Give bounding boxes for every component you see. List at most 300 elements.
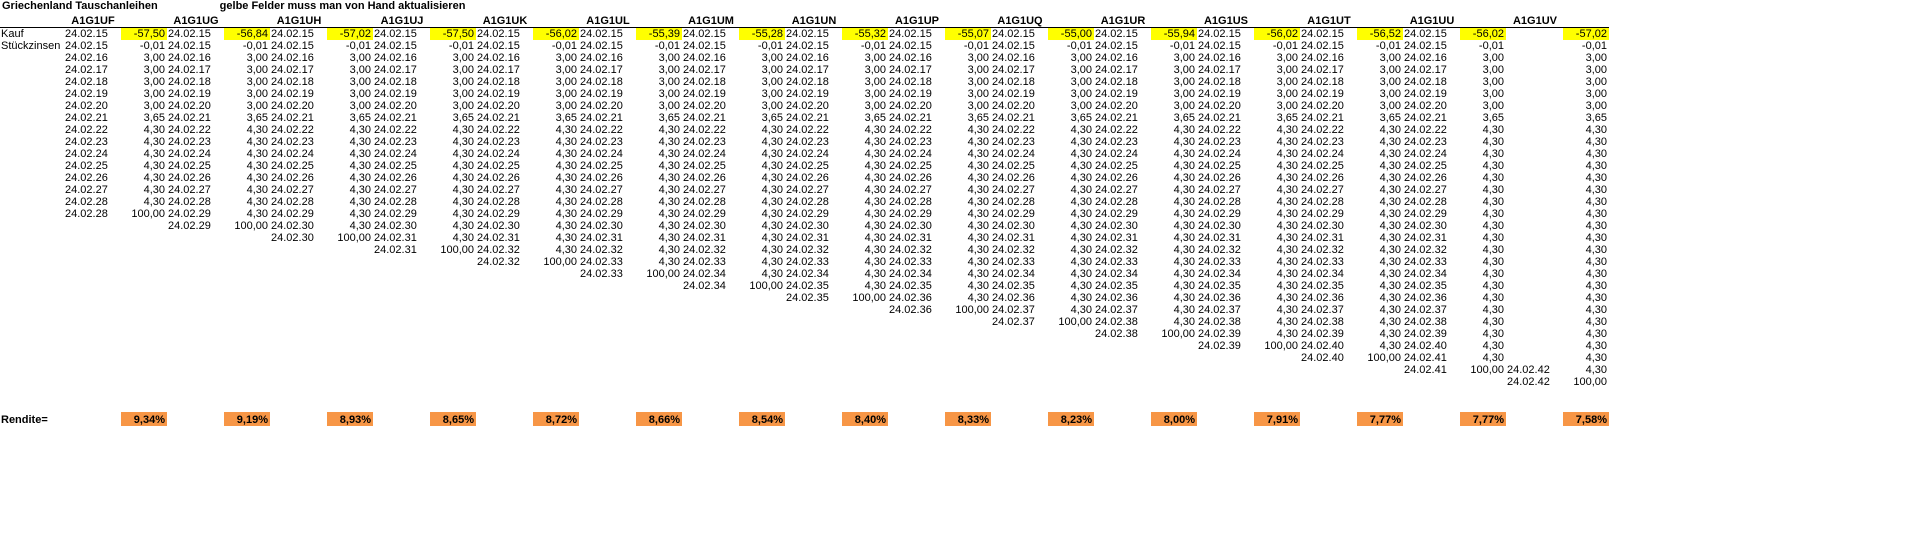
- cell-flow-value[interactable]: 3,00: [1585, 52, 1607, 64]
- cell-flow-date[interactable]: [1506, 160, 1563, 172]
- cell-flow-value[interactable]: 4,30: [1070, 136, 1092, 148]
- cell-flow-date[interactable]: 24.02.18: [65, 76, 108, 88]
- cell-flow-value[interactable]: 3,00: [349, 88, 371, 100]
- cell-flow-date[interactable]: 24.02.25: [1301, 160, 1344, 172]
- cell-flow-date[interactable]: 24.02.21: [168, 112, 211, 124]
- cell-flow-date[interactable]: 24.02.25: [992, 160, 1035, 172]
- cell-flow-value[interactable]: 4,30: [1585, 304, 1607, 316]
- cell-flow-value[interactable]: 100,00: [749, 280, 783, 292]
- cell-flow-date[interactable]: 24.02.25: [786, 160, 829, 172]
- cell-flow-date[interactable]: 24.02.31: [374, 244, 417, 256]
- cell-flow-value[interactable]: 4,30: [1379, 148, 1401, 160]
- cell-flow-date[interactable]: 24.02.39: [1301, 328, 1344, 340]
- cell-flow-date[interactable]: 24.02.38: [1095, 328, 1138, 340]
- cell-flow-date[interactable]: 24.02.29: [1404, 208, 1447, 220]
- cell-flow-date[interactable]: 24.02.21: [889, 112, 932, 124]
- cell-flow-date[interactable]: 24.02.27: [889, 184, 932, 196]
- cell-flow-value[interactable]: 3,00: [1585, 88, 1607, 100]
- cell-flow-date[interactable]: [1506, 136, 1563, 148]
- cell-flow-value[interactable]: 4,30: [1482, 304, 1504, 316]
- cell-flow-value[interactable]: 3,00: [1379, 88, 1401, 100]
- cell-flow-value[interactable]: 3,00: [1276, 100, 1298, 112]
- cell-flow-date[interactable]: 24.02.28: [1095, 196, 1138, 208]
- cell-flow-value[interactable]: 4,30: [452, 124, 474, 136]
- cell-flow-value[interactable]: 4,30: [143, 136, 165, 148]
- cell-flow-date[interactable]: 24.02.35: [1095, 280, 1138, 292]
- cell-flow-value[interactable]: 4,30: [1173, 160, 1195, 172]
- cell-flow-date[interactable]: 24.02.21: [374, 112, 417, 124]
- cell-flow-value[interactable]: 4,30: [1276, 184, 1298, 196]
- cell-flow-value[interactable]: 3,00: [452, 100, 474, 112]
- cell-flow-date[interactable]: 24.02.26: [683, 172, 726, 184]
- cell-flow-value[interactable]: 4,30: [1482, 292, 1504, 304]
- cell-flow-value[interactable]: 4,30: [1585, 340, 1607, 352]
- cell-flow-date[interactable]: 24.02.29: [477, 208, 520, 220]
- cell-flow-date[interactable]: 24.02.31: [1404, 232, 1447, 244]
- cell-flow-value[interactable]: 3,00: [555, 64, 577, 76]
- cell-flow-date[interactable]: 24.02.29: [168, 220, 211, 232]
- cell-kauf-value[interactable]: -55,07: [945, 28, 991, 41]
- cell-flow-date[interactable]: 24.02.19: [1301, 88, 1344, 100]
- cell-flow-value[interactable]: 4,30: [1173, 232, 1195, 244]
- column-header-isin-A1G1UU[interactable]: A1G1UU: [1403, 13, 1460, 28]
- cell-flow-date[interactable]: 24.02.31: [477, 232, 520, 244]
- cell-sz-date[interactable]: [1506, 40, 1563, 52]
- cell-flow-value[interactable]: 4,30: [1585, 232, 1607, 244]
- cell-flow-date[interactable]: 24.02.33: [580, 256, 623, 268]
- cell-flow-value[interactable]: 4,30: [967, 148, 989, 160]
- cell-flow-value[interactable]: 4,30: [1585, 292, 1607, 304]
- cell-flow-value[interactable]: 4,30: [452, 184, 474, 196]
- cell-kauf-date[interactable]: 24.02.15: [1095, 28, 1138, 40]
- cell-flow-date[interactable]: 24.02.25: [374, 160, 417, 172]
- cell-flow-value[interactable]: 4,30: [1482, 196, 1504, 208]
- column-header-isin-A1G1UR[interactable]: A1G1UR: [1094, 13, 1151, 28]
- cell-flow-date[interactable]: 24.02.23: [374, 136, 417, 148]
- cell-flow-value[interactable]: 3,65: [143, 112, 165, 124]
- cell-flow-date[interactable]: 24.02.42: [1507, 376, 1550, 388]
- cell-flow-value[interactable]: 3,00: [864, 100, 886, 112]
- cell-flow-value[interactable]: 4,30: [761, 220, 783, 232]
- cell-flow-value[interactable]: 4,30: [349, 124, 371, 136]
- cell-flow-date[interactable]: 24.02.22: [580, 124, 623, 136]
- cell-flow-date[interactable]: 24.02.29: [992, 208, 1035, 220]
- cell-flow-date[interactable]: 24.02.35: [786, 292, 829, 304]
- cell-flow-value[interactable]: 3,00: [1482, 100, 1504, 112]
- cell-flow-date[interactable]: 24.02.19: [65, 88, 108, 100]
- cell-flow-date[interactable]: 24.02.20: [889, 100, 932, 112]
- cell-flow-date[interactable]: [1506, 88, 1563, 100]
- cell-flow-date[interactable]: 24.02.35: [1404, 280, 1447, 292]
- cell-flow-value[interactable]: 4,30: [1379, 340, 1401, 352]
- cell-flow-value[interactable]: 4,30: [452, 232, 474, 244]
- cell-sz-value[interactable]: -0,01: [860, 40, 886, 52]
- cell-flow-date[interactable]: 24.02.17: [168, 64, 211, 76]
- cell-flow-date[interactable]: 24.02.28: [65, 196, 108, 208]
- cell-kauf-date[interactable]: 24.02.15: [477, 28, 520, 40]
- column-header-isin-A1G1UN[interactable]: A1G1UN: [785, 13, 842, 28]
- cell-flow-value[interactable]: 4,30: [864, 220, 886, 232]
- cell-flow-value[interactable]: 4,30: [1379, 304, 1401, 316]
- cell-flow-value[interactable]: 4,30: [761, 136, 783, 148]
- cell-flow-date[interactable]: 24.02.18: [477, 76, 520, 88]
- cell-flow-value[interactable]: 4,30: [1276, 256, 1298, 268]
- cell-flow-value[interactable]: 3,65: [1276, 112, 1298, 124]
- cell-flow-value[interactable]: 3,00: [555, 52, 577, 64]
- cell-flow-value[interactable]: 3,00: [761, 100, 783, 112]
- cell-flow-date[interactable]: 24.02.23: [168, 136, 211, 148]
- cell-flow-date[interactable]: [1506, 328, 1563, 340]
- cell-flow-value[interactable]: 4,30: [1173, 280, 1195, 292]
- cell-flow-date[interactable]: 24.02.30: [683, 220, 726, 232]
- cell-flow-date[interactable]: 24.02.19: [374, 88, 417, 100]
- cell-sz-date[interactable]: 24.02.15: [1301, 40, 1344, 52]
- cell-flow-date[interactable]: 24.02.39: [1198, 328, 1241, 340]
- cell-flow-value[interactable]: 3,00: [864, 88, 886, 100]
- cell-flow-value[interactable]: 4,30: [761, 232, 783, 244]
- cell-rendite-value[interactable]: 9,34%: [121, 412, 167, 426]
- cell-flow-date[interactable]: 24.02.29: [1198, 208, 1241, 220]
- cell-flow-value[interactable]: 4,30: [761, 172, 783, 184]
- column-header-isin-A1G1UT[interactable]: A1G1UT: [1300, 13, 1357, 28]
- cell-flow-date[interactable]: 24.02.36: [1198, 292, 1241, 304]
- cell-flow-date[interactable]: 24.02.23: [683, 136, 726, 148]
- cell-flow-date[interactable]: 24.02.21: [1095, 112, 1138, 124]
- cell-flow-date[interactable]: 24.02.28: [1404, 196, 1447, 208]
- cell-flow-value[interactable]: 3,00: [349, 52, 371, 64]
- cell-flow-date[interactable]: 24.02.25: [168, 160, 211, 172]
- cell-flow-value[interactable]: 4,30: [1379, 160, 1401, 172]
- cell-flow-value[interactable]: 3,00: [1379, 76, 1401, 88]
- cell-flow-value[interactable]: 4,30: [967, 196, 989, 208]
- cell-flow-value[interactable]: 3,00: [1070, 52, 1092, 64]
- cell-flow-value[interactable]: 3,00: [1482, 88, 1504, 100]
- cell-kauf-value[interactable]: -57,02: [1563, 28, 1609, 41]
- cell-kauf-value[interactable]: -57,50: [430, 28, 476, 41]
- cell-flow-date[interactable]: 24.02.29: [580, 208, 623, 220]
- cell-sz-date[interactable]: 24.02.15: [1198, 40, 1241, 52]
- cell-flow-date[interactable]: 24.02.16: [271, 52, 314, 64]
- cell-flow-value[interactable]: 3,65: [1173, 112, 1195, 124]
- cell-flow-date[interactable]: 24.02.23: [992, 136, 1035, 148]
- cell-flow-date[interactable]: 24.02.30: [271, 220, 314, 232]
- cell-flow-date[interactable]: 24.02.32: [889, 244, 932, 256]
- cell-flow-value[interactable]: 4,30: [452, 160, 474, 172]
- cell-sz-value[interactable]: -0,01: [242, 40, 268, 52]
- cell-flow-value[interactable]: 100,00: [1470, 364, 1504, 376]
- cell-flow-date[interactable]: 24.02.17: [1198, 64, 1241, 76]
- cell-flow-value[interactable]: 4,30: [1173, 316, 1195, 328]
- cell-flow-date[interactable]: 24.02.16: [889, 52, 932, 64]
- cell-flow-date[interactable]: 24.02.17: [65, 64, 108, 76]
- cell-flow-value[interactable]: 4,30: [1585, 316, 1607, 328]
- cell-flow-date[interactable]: 24.02.17: [786, 64, 829, 76]
- cell-flow-value[interactable]: 4,30: [1379, 280, 1401, 292]
- cell-flow-date[interactable]: 24.02.35: [889, 280, 932, 292]
- cell-flow-date[interactable]: 24.02.36: [1404, 292, 1447, 304]
- cell-flow-value[interactable]: 100,00: [1058, 316, 1092, 328]
- cell-flow-date[interactable]: 24.02.34: [683, 280, 726, 292]
- cell-flow-date[interactable]: 24.02.17: [374, 64, 417, 76]
- cell-kauf-value[interactable]: -56,02: [1460, 28, 1506, 41]
- cell-flow-value[interactable]: 4,30: [555, 232, 577, 244]
- cell-flow-date[interactable]: 24.02.20: [1404, 100, 1447, 112]
- cell-flow-value[interactable]: 3,00: [967, 88, 989, 100]
- cell-flow-date[interactable]: 24.02.33: [992, 256, 1035, 268]
- cell-kauf-value[interactable]: -57,02: [327, 28, 373, 41]
- cell-flow-date[interactable]: 24.02.37: [1198, 304, 1241, 316]
- cell-flow-date[interactable]: 24.02.18: [374, 76, 417, 88]
- cell-flow-date[interactable]: 24.02.31: [1198, 232, 1241, 244]
- cell-flow-date[interactable]: 24.02.27: [65, 184, 108, 196]
- cell-flow-date[interactable]: 24.02.22: [1404, 124, 1447, 136]
- cell-flow-date[interactable]: 24.02.34: [992, 268, 1035, 280]
- cell-flow-value[interactable]: 3,65: [761, 112, 783, 124]
- cell-flow-value[interactable]: 4,30: [1482, 160, 1504, 172]
- cell-flow-date[interactable]: 24.02.20: [992, 100, 1035, 112]
- cell-flow-value[interactable]: 3,00: [658, 88, 680, 100]
- cell-flow-date[interactable]: 24.02.26: [1198, 172, 1241, 184]
- cell-flow-date[interactable]: 24.02.36: [1095, 292, 1138, 304]
- cell-flow-date[interactable]: 24.02.19: [786, 88, 829, 100]
- cell-flow-date[interactable]: 24.02.28: [683, 196, 726, 208]
- cell-flow-date[interactable]: 24.02.23: [1404, 136, 1447, 148]
- cell-flow-value[interactable]: 3,00: [1276, 64, 1298, 76]
- cell-flow-date[interactable]: 24.02.18: [168, 76, 211, 88]
- cell-flow-date[interactable]: 24.02.22: [65, 124, 108, 136]
- cell-sz-date[interactable]: 24.02.15: [580, 40, 623, 52]
- cell-flow-date[interactable]: 24.02.27: [374, 184, 417, 196]
- cell-flow-date[interactable]: 24.02.42: [1507, 364, 1550, 376]
- cell-flow-date[interactable]: 24.02.22: [992, 124, 1035, 136]
- cell-flow-date[interactable]: 24.02.36: [1301, 292, 1344, 304]
- cell-flow-date[interactable]: 24.02.18: [1301, 76, 1344, 88]
- cell-flow-date[interactable]: 24.02.31: [374, 232, 417, 244]
- cell-rendite-value[interactable]: 7,77%: [1460, 412, 1506, 426]
- cell-flow-value[interactable]: 4,30: [1276, 292, 1298, 304]
- cell-flow-value[interactable]: 4,30: [1585, 184, 1607, 196]
- cell-flow-date[interactable]: 24.02.28: [992, 196, 1035, 208]
- cell-flow-date[interactable]: 24.02.19: [889, 88, 932, 100]
- cell-flow-value[interactable]: 4,30: [1482, 232, 1504, 244]
- cell-flow-date[interactable]: 24.02.24: [786, 148, 829, 160]
- cell-flow-date[interactable]: 24.02.41: [1404, 352, 1447, 364]
- cell-flow-date[interactable]: 24.02.19: [477, 88, 520, 100]
- cell-sz-date[interactable]: 24.02.15: [477, 40, 520, 52]
- cell-flow-value[interactable]: 3,00: [143, 100, 165, 112]
- cell-flow-date[interactable]: 24.02.30: [1198, 220, 1241, 232]
- cell-flow-date[interactable]: [1506, 148, 1563, 160]
- cell-flow-date[interactable]: 24.02.32: [580, 244, 623, 256]
- cell-flow-date[interactable]: 24.02.21: [580, 112, 623, 124]
- cell-flow-value[interactable]: 3,00: [452, 76, 474, 88]
- cell-flow-value[interactable]: 3,00: [143, 64, 165, 76]
- cell-flow-date[interactable]: 24.02.16: [65, 52, 108, 64]
- cell-rendite-value[interactable]: 8,00%: [1151, 412, 1197, 426]
- cell-flow-value[interactable]: 4,30: [761, 148, 783, 160]
- cell-flow-value[interactable]: 4,30: [1173, 136, 1195, 148]
- cell-flow-value[interactable]: 4,30: [658, 256, 680, 268]
- cell-flow-date[interactable]: 24.02.31: [580, 232, 623, 244]
- cell-kauf-date[interactable]: 24.02.15: [1404, 28, 1447, 40]
- cell-flow-date[interactable]: 24.02.35: [786, 280, 829, 292]
- cell-flow-value[interactable]: 4,30: [1276, 148, 1298, 160]
- cell-flow-value[interactable]: 4,30: [1482, 148, 1504, 160]
- cell-flow-value[interactable]: 4,30: [967, 232, 989, 244]
- cell-flow-value[interactable]: 3,00: [1070, 76, 1092, 88]
- cell-flow-value[interactable]: 4,30: [864, 196, 886, 208]
- cell-kauf-date[interactable]: 24.02.15: [1301, 28, 1344, 40]
- cell-flow-date[interactable]: 24.02.16: [1198, 52, 1241, 64]
- cell-flow-date[interactable]: 24.02.32: [1095, 244, 1138, 256]
- cell-flow-value[interactable]: 3,00: [246, 100, 268, 112]
- cell-flow-date[interactable]: 24.02.28: [580, 196, 623, 208]
- cell-flow-value[interactable]: 3,65: [1070, 112, 1092, 124]
- cell-flow-value[interactable]: 100,00: [646, 268, 680, 280]
- column-header-isin-A1G1UG[interactable]: A1G1UG: [167, 13, 224, 28]
- cell-flow-date[interactable]: 24.02.37: [1404, 304, 1447, 316]
- cell-flow-value[interactable]: 100,00: [440, 244, 474, 256]
- cell-flow-value[interactable]: 4,30: [1173, 220, 1195, 232]
- cell-sz-date[interactable]: 24.02.15: [786, 40, 829, 52]
- cell-flow-value[interactable]: 4,30: [1482, 208, 1504, 220]
- cell-flow-date[interactable]: 24.02.18: [1404, 76, 1447, 88]
- cell-flow-value[interactable]: 4,30: [1070, 268, 1092, 280]
- cell-flow-date[interactable]: 24.02.23: [1198, 136, 1241, 148]
- cell-sz-value[interactable]: -0,01: [345, 40, 371, 52]
- cell-kauf-date[interactable]: 24.02.15: [1198, 28, 1241, 40]
- cell-flow-value[interactable]: 4,30: [555, 172, 577, 184]
- cell-flow-value[interactable]: 3,00: [761, 76, 783, 88]
- cell-flow-date[interactable]: 24.02.28: [374, 196, 417, 208]
- cell-flow-date[interactable]: 24.02.22: [683, 124, 726, 136]
- cell-flow-value[interactable]: 4,30: [761, 244, 783, 256]
- cell-flow-date[interactable]: 24.02.19: [580, 88, 623, 100]
- cell-kauf-value[interactable]: -55,39: [636, 28, 682, 41]
- cell-flow-value[interactable]: 3,00: [1173, 52, 1195, 64]
- cell-flow-date[interactable]: 24.02.22: [889, 124, 932, 136]
- column-header-isin-A1G1UQ[interactable]: A1G1UQ: [991, 13, 1048, 28]
- cell-flow-value[interactable]: 4,30: [1482, 244, 1504, 256]
- cell-flow-value[interactable]: 4,30: [864, 184, 886, 196]
- cell-kauf-value[interactable]: -56,84: [224, 28, 270, 41]
- cell-flow-value[interactable]: 3,00: [349, 100, 371, 112]
- cell-flow-value[interactable]: 4,30: [1276, 196, 1298, 208]
- cell-flow-value[interactable]: 4,30: [555, 220, 577, 232]
- cell-flow-value[interactable]: 3,00: [555, 88, 577, 100]
- cell-flow-date[interactable]: 24.02.25: [477, 160, 520, 172]
- cell-flow-value[interactable]: 4,30: [143, 196, 165, 208]
- cell-flow-date[interactable]: 24.02.28: [1198, 196, 1241, 208]
- cell-flow-date[interactable]: 24.02.29: [168, 208, 211, 220]
- cell-flow-date[interactable]: [1506, 232, 1563, 244]
- cell-flow-value[interactable]: 4,30: [1379, 208, 1401, 220]
- cell-flow-value[interactable]: 4,30: [1276, 160, 1298, 172]
- cell-kauf-value[interactable]: -56,52: [1357, 28, 1403, 41]
- cell-flow-value[interactable]: 4,30: [349, 160, 371, 172]
- cell-flow-date[interactable]: [1506, 184, 1563, 196]
- cell-rendite-value[interactable]: 8,54%: [739, 412, 785, 426]
- cell-flow-value[interactable]: 3,00: [1379, 100, 1401, 112]
- cell-flow-date[interactable]: 24.02.25: [580, 160, 623, 172]
- cell-flow-date[interactable]: 24.02.22: [271, 124, 314, 136]
- cell-flow-value[interactable]: 4,30: [1070, 232, 1092, 244]
- cell-flow-value[interactable]: 4,30: [452, 136, 474, 148]
- cell-flow-date[interactable]: 24.02.20: [580, 100, 623, 112]
- cell-flow-date[interactable]: 24.02.27: [1198, 184, 1241, 196]
- cell-flow-value[interactable]: 100,00: [955, 304, 989, 316]
- cell-flow-date[interactable]: 24.02.39: [1198, 340, 1241, 352]
- cell-flow-value[interactable]: 4,30: [555, 244, 577, 256]
- cell-flow-value[interactable]: 4,30: [1173, 184, 1195, 196]
- cell-flow-value[interactable]: 100,00: [337, 232, 371, 244]
- cell-kauf-value[interactable]: -55,94: [1151, 28, 1197, 41]
- cell-flow-date[interactable]: 24.02.19: [168, 88, 211, 100]
- cell-flow-date[interactable]: 24.02.20: [1198, 100, 1241, 112]
- cell-kauf-date[interactable]: 24.02.15: [580, 28, 623, 40]
- cell-flow-date[interactable]: 24.02.27: [271, 184, 314, 196]
- cell-flow-value[interactable]: 3,00: [1585, 64, 1607, 76]
- cell-sz-value[interactable]: -0,01: [1478, 40, 1504, 52]
- cell-flow-date[interactable]: 24.02.23: [786, 136, 829, 148]
- cell-flow-date[interactable]: 24.02.30: [992, 220, 1035, 232]
- cell-flow-value[interactable]: 4,30: [555, 124, 577, 136]
- cell-rendite-value[interactable]: 8,65%: [430, 412, 476, 426]
- cell-flow-value[interactable]: 3,65: [349, 112, 371, 124]
- cell-flow-date[interactable]: 24.02.31: [1301, 232, 1344, 244]
- cell-flow-date[interactable]: 24.02.23: [1301, 136, 1344, 148]
- cell-flow-value[interactable]: 4,30: [761, 160, 783, 172]
- cell-flow-value[interactable]: 3,65: [967, 112, 989, 124]
- cell-flow-date[interactable]: 24.02.35: [1198, 280, 1241, 292]
- cell-flow-date[interactable]: 24.02.17: [1404, 64, 1447, 76]
- cell-flow-date[interactable]: 24.02.31: [683, 232, 726, 244]
- cell-flow-date[interactable]: [1506, 316, 1563, 328]
- cell-kauf-date[interactable]: 24.02.15: [992, 28, 1035, 40]
- cell-flow-value[interactable]: 4,30: [658, 124, 680, 136]
- cell-flow-date[interactable]: 24.02.24: [168, 148, 211, 160]
- cell-rendite-value[interactable]: 7,58%: [1563, 412, 1609, 426]
- cell-flow-value[interactable]: 4,30: [658, 208, 680, 220]
- cell-flow-value[interactable]: 4,30: [864, 124, 886, 136]
- cell-flow-date[interactable]: 24.02.31: [992, 232, 1035, 244]
- cell-flow-date[interactable]: 24.02.26: [1095, 172, 1138, 184]
- cell-flow-value[interactable]: 4,30: [1070, 220, 1092, 232]
- cell-flow-date[interactable]: 24.02.30: [580, 220, 623, 232]
- cell-flow-date[interactable]: 24.02.26: [889, 172, 932, 184]
- cell-flow-value[interactable]: 4,30: [246, 124, 268, 136]
- cell-flow-value[interactable]: 4,30: [967, 124, 989, 136]
- cell-flow-value[interactable]: 4,30: [1379, 316, 1401, 328]
- cell-flow-date[interactable]: 24.02.26: [374, 172, 417, 184]
- cell-flow-value[interactable]: 4,30: [1585, 172, 1607, 184]
- cell-flow-date[interactable]: 24.02.17: [992, 64, 1035, 76]
- cell-flow-value[interactable]: 4,30: [1585, 220, 1607, 232]
- cell-flow-value[interactable]: 4,30: [864, 160, 886, 172]
- cell-flow-date[interactable]: 24.02.29: [271, 208, 314, 220]
- cell-sz-date[interactable]: 24.02.15: [683, 40, 726, 52]
- cell-flow-value[interactable]: 4,30: [967, 208, 989, 220]
- cell-flow-date[interactable]: 24.02.38: [1095, 316, 1138, 328]
- cell-flow-value[interactable]: 100,00: [1264, 340, 1298, 352]
- cell-flow-value[interactable]: 3,00: [761, 52, 783, 64]
- cell-flow-date[interactable]: 24.02.30: [786, 220, 829, 232]
- cell-sz-value[interactable]: -0,01: [1272, 40, 1298, 52]
- cell-flow-date[interactable]: 24.02.28: [65, 208, 108, 220]
- cell-flow-date[interactable]: [1506, 76, 1563, 88]
- cell-flow-date[interactable]: 24.02.29: [786, 208, 829, 220]
- cell-flow-value[interactable]: 4,30: [658, 172, 680, 184]
